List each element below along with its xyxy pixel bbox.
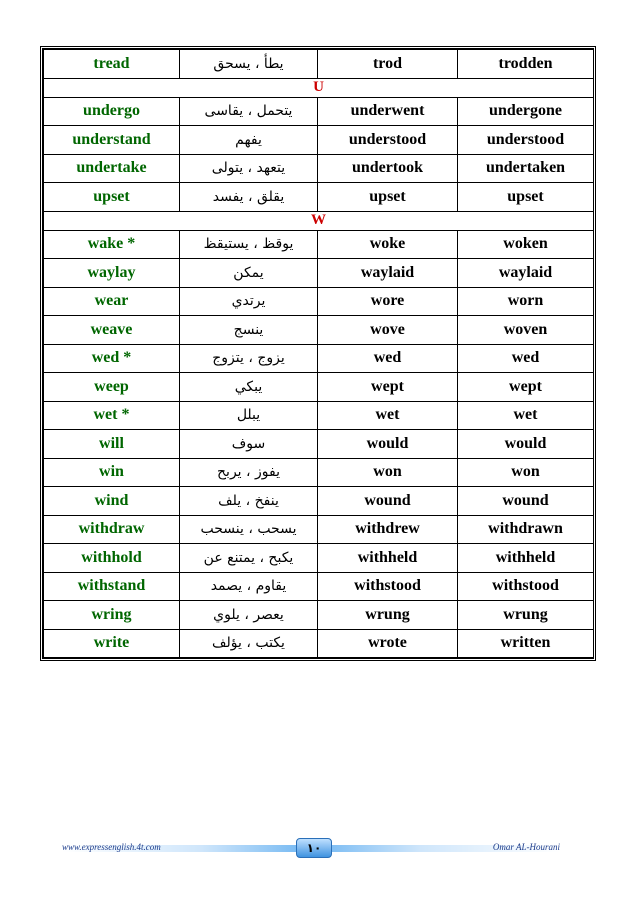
base-form-cell: waylay — [44, 259, 180, 288]
past-simple-cell: won — [318, 458, 458, 487]
past-participle-cell: trodden — [458, 50, 594, 79]
verb-row — [44, 373, 594, 402]
past-participle-cell: won — [458, 458, 594, 487]
base-form-cell: withdraw — [44, 515, 180, 544]
arabic-meaning-cell: يقاوم ، يصمد — [180, 572, 318, 601]
base-form-cell: tread — [44, 50, 180, 79]
arabic-meaning-cell: يكتب ، يؤلف — [180, 629, 318, 658]
base-form-cell: write — [44, 629, 180, 658]
past-participle-cell: waylaid — [458, 259, 594, 288]
past-simple-cell: undertook — [318, 154, 458, 183]
past-simple-cell: understood — [318, 126, 458, 155]
base-form-cell: upset — [44, 183, 180, 212]
base-form-cell: wind — [44, 487, 180, 516]
base-form-cell: withstand — [44, 572, 180, 601]
past-participle-cell: worn — [458, 287, 594, 316]
past-participle-cell: wet — [458, 401, 594, 430]
past-simple-cell: withheld — [318, 544, 458, 573]
verb-row — [44, 401, 594, 430]
past-participle-cell: undertaken — [458, 154, 594, 183]
footer-website: www.expressenglish.4t.com — [62, 842, 161, 852]
base-form-cell: weave — [44, 316, 180, 345]
base-form-cell: undertake — [44, 154, 180, 183]
verb-row — [44, 230, 594, 259]
arabic-meaning-cell: يتعهد ، يتولى — [180, 154, 318, 183]
past-simple-cell: wove — [318, 316, 458, 345]
verb-row — [44, 458, 594, 487]
verb-row — [44, 126, 594, 155]
arabic-meaning-cell: يقلق ، يفسد — [180, 183, 318, 212]
base-form-cell: weep — [44, 373, 180, 402]
past-participle-cell: understood — [458, 126, 594, 155]
section-letter: U — [44, 78, 594, 97]
past-participle-cell: withdrawn — [458, 515, 594, 544]
base-form-cell: withhold — [44, 544, 180, 573]
arabic-meaning-cell: يفوز ، يربح — [180, 458, 318, 487]
past-simple-cell: underwent — [318, 97, 458, 126]
past-participle-cell: withstood — [458, 572, 594, 601]
verb-row — [44, 572, 594, 601]
section-letter: W — [44, 211, 594, 230]
past-participle-cell: woken — [458, 230, 594, 259]
verb-row — [44, 601, 594, 630]
past-simple-cell: upset — [318, 183, 458, 212]
arabic-meaning-cell: يفهم — [180, 126, 318, 155]
verb-row — [44, 97, 594, 126]
verb-row — [44, 50, 594, 79]
verb-row — [44, 154, 594, 183]
verb-table-body — [44, 50, 594, 658]
past-participle-cell: withheld — [458, 544, 594, 573]
past-participle-cell: undergone — [458, 97, 594, 126]
past-simple-cell: withstood — [318, 572, 458, 601]
arabic-meaning-cell: يزوج ، يتزوج — [180, 344, 318, 373]
past-simple-cell: wore — [318, 287, 458, 316]
past-participle-cell: woven — [458, 316, 594, 345]
past-simple-cell: wrung — [318, 601, 458, 630]
past-participle-cell: would — [458, 430, 594, 459]
past-simple-cell: would — [318, 430, 458, 459]
arabic-meaning-cell: يتحمل ، يقاسى — [180, 97, 318, 126]
base-form-cell: understand — [44, 126, 180, 155]
page-footer — [62, 838, 560, 858]
verb-row — [44, 259, 594, 288]
verb-row — [44, 287, 594, 316]
past-simple-cell: withdrew — [318, 515, 458, 544]
verb-row — [44, 344, 594, 373]
letter-section-row — [44, 211, 594, 230]
base-form-cell: wed * — [44, 344, 180, 373]
past-simple-cell: wound — [318, 487, 458, 516]
verb-row — [44, 316, 594, 345]
past-simple-cell: wet — [318, 401, 458, 430]
base-form-cell: will — [44, 430, 180, 459]
arabic-meaning-cell: يبلل — [180, 401, 318, 430]
past-participle-cell: wept — [458, 373, 594, 402]
arabic-meaning-cell: يطأ ، يسحق — [180, 50, 318, 79]
base-form-cell: wear — [44, 287, 180, 316]
arabic-meaning-cell: سوف — [180, 430, 318, 459]
past-simple-cell: wed — [318, 344, 458, 373]
past-participle-cell: upset — [458, 183, 594, 212]
arabic-meaning-cell: يسحب ، ينسحب — [180, 515, 318, 544]
arabic-meaning-cell: يرتدي — [180, 287, 318, 316]
arabic-meaning-cell: يوقظ ، يستيقظ — [180, 230, 318, 259]
verb-row — [44, 487, 594, 516]
past-participle-cell: wound — [458, 487, 594, 516]
verb-row — [44, 183, 594, 212]
arabic-meaning-cell: يمكن — [180, 259, 318, 288]
base-form-cell: wake * — [44, 230, 180, 259]
past-participle-cell: wed — [458, 344, 594, 373]
arabic-meaning-cell: ينفخ ، يلف — [180, 487, 318, 516]
verb-table-frame — [40, 46, 596, 661]
verb-row — [44, 430, 594, 459]
footer-author: Omar AL-Hourani — [492, 842, 560, 852]
page-number-badge: ١٠ — [296, 838, 332, 858]
arabic-meaning-cell: يعصر ، يلوي — [180, 601, 318, 630]
base-form-cell: undergo — [44, 97, 180, 126]
verb-row — [44, 515, 594, 544]
letter-section-row — [44, 78, 594, 97]
past-simple-cell: wrote — [318, 629, 458, 658]
past-participle-cell: wrung — [458, 601, 594, 630]
arabic-meaning-cell: يبكي — [180, 373, 318, 402]
past-participle-cell: written — [458, 629, 594, 658]
base-form-cell: wet * — [44, 401, 180, 430]
past-simple-cell: trod — [318, 50, 458, 79]
past-simple-cell: woke — [318, 230, 458, 259]
past-simple-cell: wept — [318, 373, 458, 402]
verb-row — [44, 629, 594, 658]
arabic-meaning-cell: يكبح ، يمتنع عن — [180, 544, 318, 573]
verb-row — [44, 544, 594, 573]
past-simple-cell: waylaid — [318, 259, 458, 288]
irregular-verbs-table — [43, 49, 594, 658]
arabic-meaning-cell: ينسج — [180, 316, 318, 345]
base-form-cell: wring — [44, 601, 180, 630]
base-form-cell: win — [44, 458, 180, 487]
